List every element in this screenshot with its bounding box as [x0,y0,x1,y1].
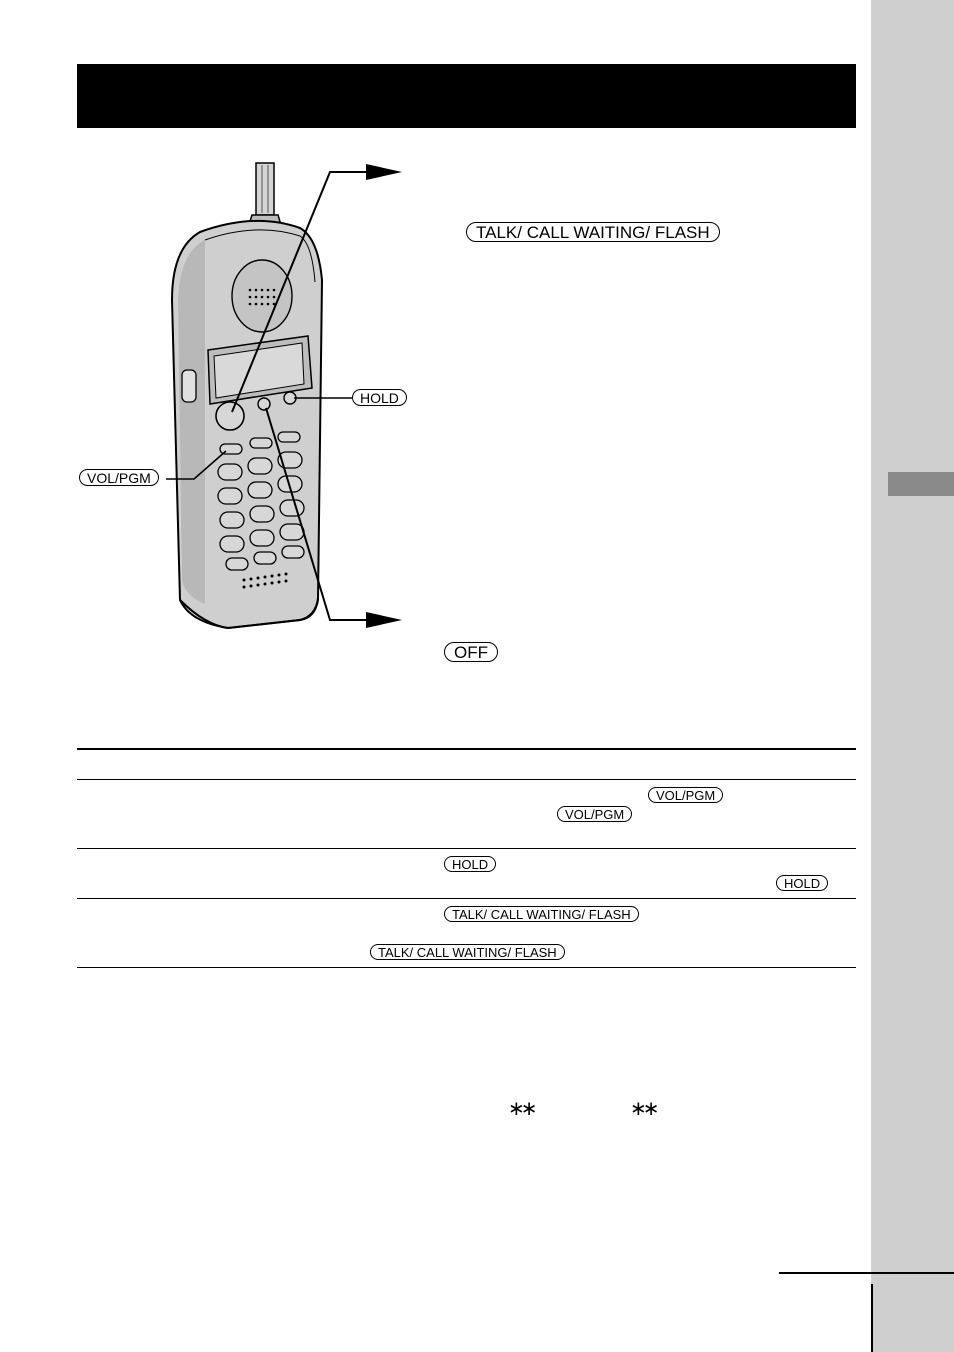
table-row-flash-key-1: TALK/ CALL WAITING/ FLASH [444,906,639,922]
table-top-rule [77,748,856,750]
star-symbol-b: ∗∗ [630,1096,656,1120]
star-symbol-a: ∗∗ [508,1096,534,1120]
vol-pgm-key-label: VOL/PGM [79,469,159,486]
antenna [248,163,282,228]
table-row-flash-key-2: TALK/ CALL WAITING/ FLASH [370,944,565,960]
table-row-rule [77,898,856,899]
off-button-graphic [258,398,270,410]
table-bottom-rule [77,967,856,968]
table-row-rule [77,848,856,849]
table-row-vol-pgm-key-2: VOL/PGM [557,806,632,822]
talk-flash-key-label: TALK/ CALL WAITING/ FLASH [466,222,720,242]
page-corner-rule-vertical [871,1284,873,1352]
talk-button-graphic [216,402,244,430]
off-key-label: OFF [444,642,498,662]
table-row-vol-pgm-key-1: VOL/PGM [648,787,723,803]
page-corner-rule [779,1272,954,1274]
table-header-rule [77,779,856,780]
hold-key-label: HOLD [352,389,407,406]
side-switch [182,370,196,402]
table-row-hold-key-2: HOLD [776,875,828,891]
table-row-hold-key-1: HOLD [444,856,496,872]
